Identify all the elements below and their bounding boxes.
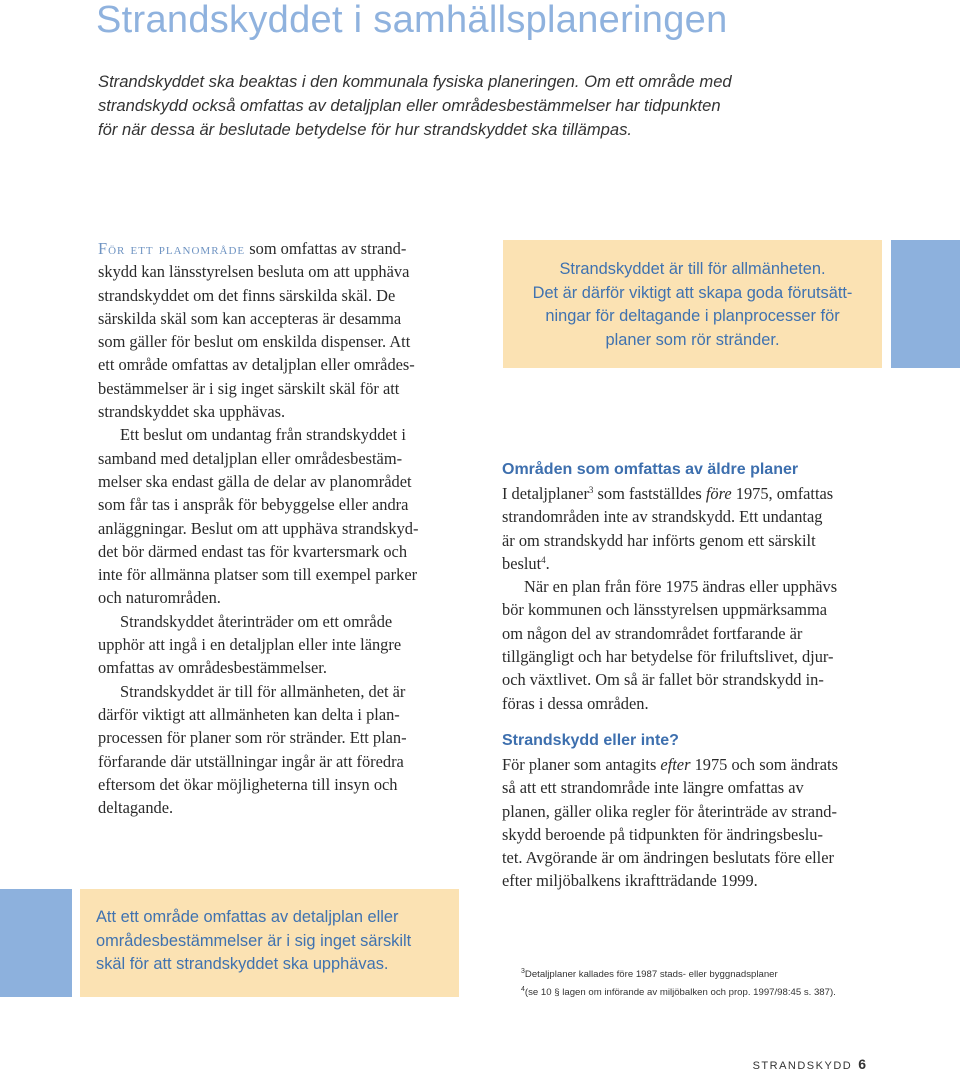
body-line: tet. Avgörande är om ändringen beslutats före eller (502, 848, 834, 868)
body-line: det bör därmed endast tas för kvartersmark och (98, 541, 408, 561)
body-line: När en plan från före 1975 ändras eller upphävs (524, 577, 838, 597)
body-line: och naturområden. (98, 588, 221, 608)
intro-line: strandskydd också omfattas av detaljplan eller områdesbestämmelser har tidpunkten (98, 96, 721, 115)
body-line: För planer som antagits efter 1975 och som ändrats (502, 754, 838, 774)
footnote-number: 3 (521, 968, 525, 975)
running-footer-label: STRANDSKYDD (752, 1060, 853, 1072)
body-line: ett område omfattas av detaljplan eller områdes- (98, 355, 415, 375)
body-line: beslut$^4$. (502, 553, 550, 573)
body-line: anläggningar. Beslut om att upphäva strandskyd- (98, 518, 419, 538)
body-line: skydd kan länsstyrelsen besluta om att upphäva (98, 262, 410, 282)
page-footer (753, 1056, 866, 1072)
body-line: strandskyddet om det finns särskilda skäl. De (98, 285, 396, 305)
pull-quote-line: Strandskyddet är till för allmänheten. (559, 260, 826, 278)
footnote-ref: 4 (541, 554, 546, 565)
body-line: som gäller för beslut om enskilda dispenser. Att (98, 332, 411, 352)
right-column (502, 458, 872, 893)
pull-quote-line: områdesbestämmelser är i sig inget särskilt (96, 931, 412, 950)
body-line: bör kommunen och länsstyrelsen uppmärksamma (502, 600, 828, 620)
body-line: Ett beslut om undantag från strandskyddet i (120, 425, 406, 445)
lead-in: För ett planområde (98, 239, 246, 258)
intro-paragraph (98, 70, 838, 142)
body-line: eftersom det ökar möjligheterna till insyn och (98, 774, 398, 794)
pull-quote-line: Att ett område omfattas av detaljplan eller (96, 908, 399, 926)
body-line: särskilda skäl som kan accepteras är desamma (98, 308, 402, 328)
footnote: $^3$Detaljplaner kallades före 1987 stads- eller byggnadsplaner (521, 968, 778, 980)
body-line: deltagande. (98, 798, 174, 818)
body-line: Strandskyddet är till för allmänheten, det är (120, 681, 406, 701)
footnote: $^4$(se 10 § lagen om införande av miljöbalken och prop. 1997/98:45 s. 387). (521, 986, 836, 998)
body-line: förfarande där utställningar ingår är att föredra (98, 751, 404, 771)
body-line: melser ska endast gälla de delar av planområdet (98, 471, 412, 491)
pull-quote-right (503, 240, 882, 368)
decorative-blue-block (891, 240, 960, 368)
body-line: upphör att ingå i en detaljplan eller inte längre (98, 635, 402, 655)
footnote-number: 4 (521, 986, 525, 993)
body-line: och växtlivet. Om så är fallet bör strandskydd in- (502, 670, 824, 690)
body-line: processen för planer som rör stränder. Ett plan- (98, 728, 407, 748)
body-line: planen, gäller olika regler för återinträde av strand- (502, 801, 837, 821)
body-line: så att ett strandområde inte längre omfattas av (502, 778, 804, 798)
body-line: bestämmelser är i sig inget särskilt skäl för att (98, 378, 400, 398)
page-title: Strandskyddet i samhällsplaneringen (96, 0, 728, 41)
pull-quote-line: ningar för deltagande i planprocesser för (545, 307, 840, 325)
intro-line: för när dessa är beslutade betydelse för hur strandskyddet ska tillämpas. (98, 120, 633, 139)
footnotes (521, 966, 941, 1002)
body-line: föras i dessa områden. (502, 693, 649, 713)
emphasis: efter (660, 754, 691, 774)
body-line: strandskyddet ska upphävas. (98, 402, 286, 422)
body-line: skydd beroende på tidpunkten för ändringsbeslu- (502, 824, 823, 844)
footnote-ref: 3 (588, 485, 594, 495)
intro-line: Strandskyddet ska beaktas i den kommunala fysiska planeringen. Om ett område med (98, 72, 732, 91)
pull-quote-line: skäl för att strandskyddet ska upphävas. (96, 955, 389, 973)
body-line: I detaljplaner$^3$ som fastställdes före 1975, omfattas (502, 484, 834, 503)
body-line: strandområden inte av strandskydd. Ett undantag (502, 507, 823, 527)
body-line: om någon del av strandområdet fortfarande är (502, 623, 803, 643)
page-number: 6 (858, 1056, 866, 1072)
body-line: tillgängligt och har betydelse för friluftslivet, djur- (502, 647, 834, 667)
body-line: För ett planområde som omfattas av strand- (98, 239, 407, 258)
emphasis: före (705, 484, 732, 503)
body-line: är om strandskydd har införts genom ett särskilt (502, 530, 816, 550)
left-column (98, 237, 468, 819)
body-line: därför viktigt att allmänheten kan delta i plan- (98, 704, 400, 724)
body-line: Strandskyddet återinträder om ett område (120, 611, 393, 631)
body-line: samband med detaljplan eller områdesbestäm- (98, 448, 403, 468)
body-line: efter miljöbalkens ikraftträdande 1999. (502, 871, 758, 891)
pull-quote-line: planer som rör stränder. (605, 330, 780, 349)
body-line: omfattas av områdesbestämmelser. (98, 658, 327, 678)
section-heading: Strandskydd eller inte? (502, 731, 679, 749)
decorative-blue-block (0, 889, 72, 997)
section-heading: Områden som omfattas av äldre planer (502, 461, 799, 478)
body-line: som får tas i anspråk för bebyggelse eller andra (98, 495, 409, 515)
pull-quote-left (80, 889, 459, 997)
body-line: inte för allmänna platser som till exempel parker (98, 565, 418, 585)
pull-quote-line: Det är därför viktigt att skapa goda förutsätt- (532, 283, 853, 302)
